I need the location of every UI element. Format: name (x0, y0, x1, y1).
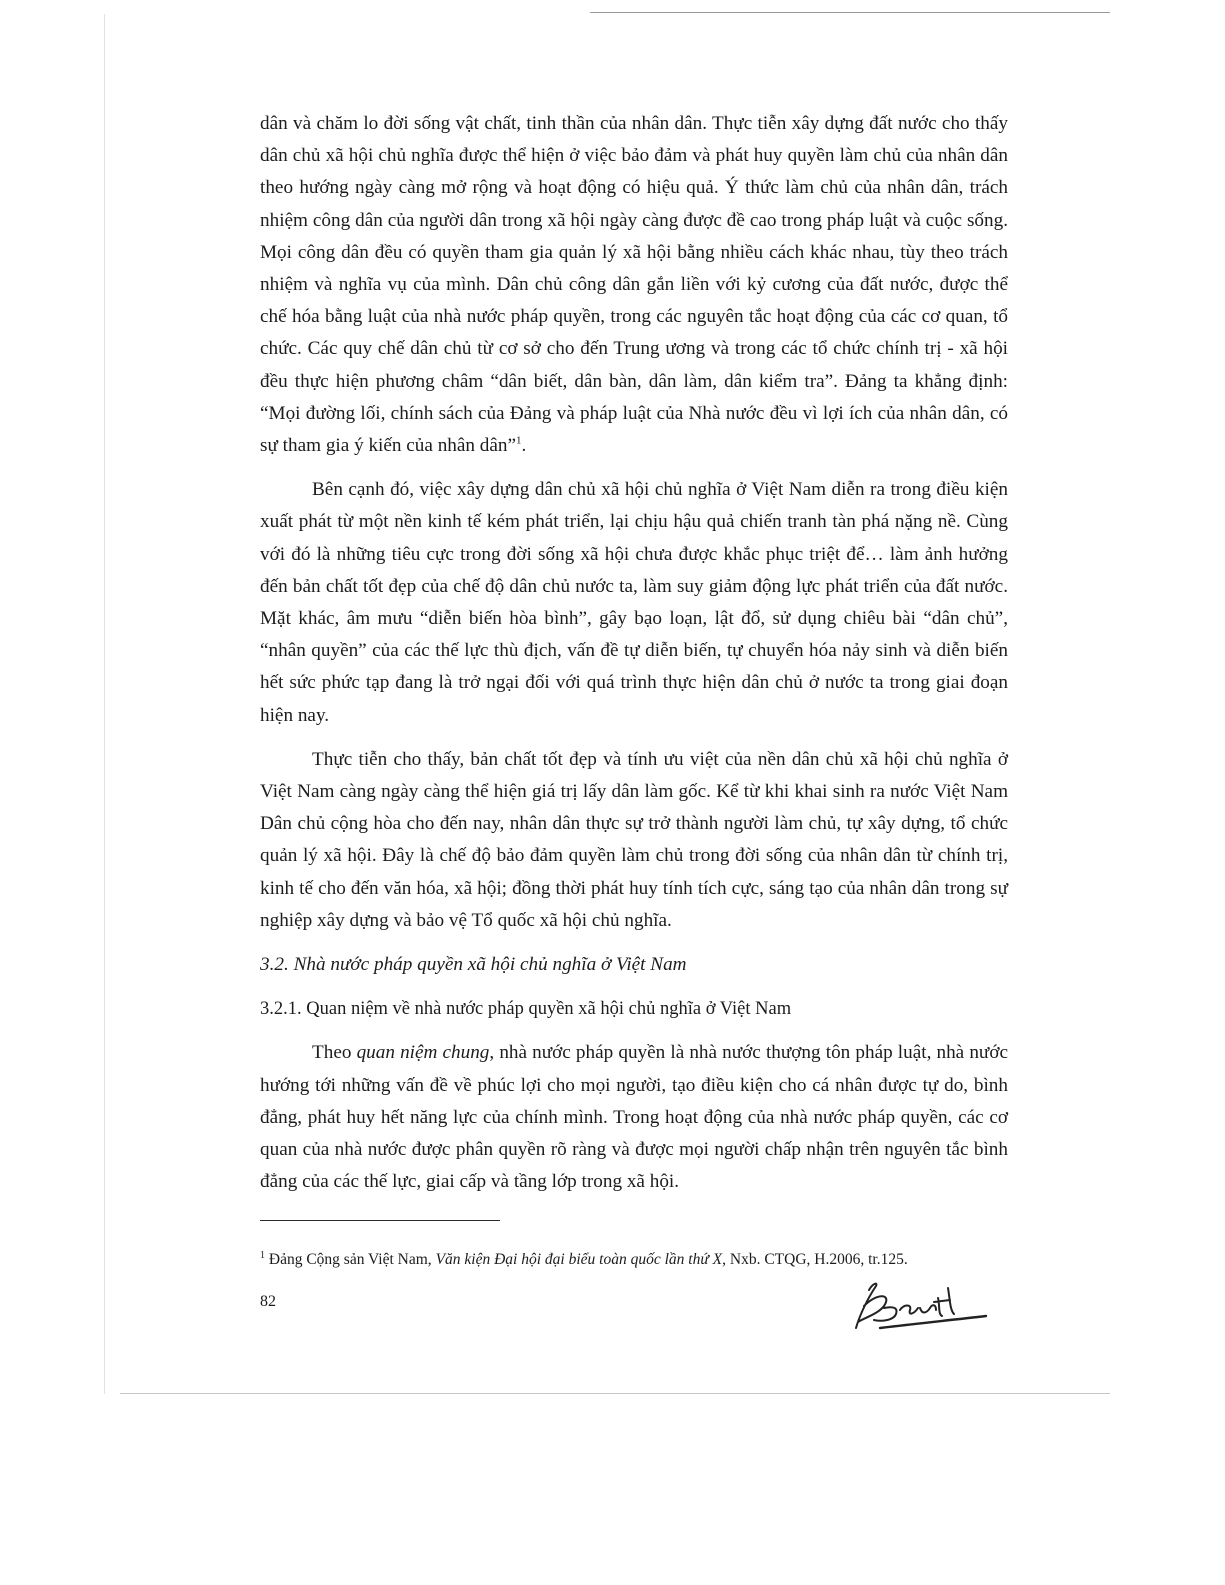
paragraph-1-end: . (521, 435, 527, 457)
paragraph-4 (260, 1037, 1008, 1198)
paragraph-4-emphasis: quan niệm chung (356, 1042, 490, 1064)
footnote-text-end: , Nxb. CTQG, H.2006, tr.125. (722, 1251, 908, 1268)
footnote (260, 1250, 1012, 1270)
paragraph-3: Thực tiễn cho thấy, bản chất tốt đẹp và tính ưu việt của nền dân chủ xã hội chủ nghĩa ở Việt Nam càng ngày càng thể hiện giá trị lấy dân làm gốc. Kể từ khi khai sinh ra nước Việt Nam Dân chủ cộng hòa cho đến nay, nhân dân thực sự trở thành người làm chủ, tự xây dựng, tổ chức quản lý xã hội. Đây là chế độ bảo đảm quyền làm chủ trong đời sống của nhân dân từ chính trị, kinh tế cho đến văn hóa, xã hội; đồng thời phát huy tính tích cực, sáng tạo của nhân dân trong sự nghiệp xây dựng và bảo vệ Tổ quốc xã hội chủ nghĩa. (260, 748, 1008, 931)
paragraph-4-rest: , nhà nước pháp quyền là nhà nước thượng tôn pháp luật, nhà nước hướng tới những vấn đề về phúc lợi cho mọi người, tạo điều kiện cho cá nhân được tự do, bình đẳng, phát huy hết năng lực của chính mình. Trong hoạt động của nhà nước pháp quyền, các cơ quan của nhà nước được phân quyền rõ ràng và được mọi người chấp nhận trên nguyên tắc bình đẳng của các thế lực, giai cấp và tầng lớp trong xã hội. (260, 1042, 1008, 1193)
footnote-text-start: Đảng Cộng sản Việt Nam, (265, 1251, 436, 1268)
paragraph-1-text: dân và chăm lo đời sống vật chất, tinh thần của nhân dân. Thực tiễn xây dựng đất nước cho thấy dân chủ xã hội chủ nghĩa được thể hiện ở việc bảo đảm và phát huy quyền làm chủ của nhân dân theo hướng ngày càng mở rộng và hoạt động có hiệu quả. Ý thức làm chủ của nhân dân, trách nhiệm công dân của người dân trong xã hội ngày càng được đề cao trong pháp luật và cuộc sống. Mọi công dân đều có quyền tham gia quản lý xã hội bằng nhiều cách khác nhau, tùy theo trách nhiệm và nghĩa vụ của mình. Dân chủ công dân gắn liền với kỷ cương của đất nước, được thể chế hóa bằng luật của nhà nước pháp quyền, trong các nguyên tắc hoạt động của các cơ quan, tổ chức. Các quy chế dân chủ từ cơ sở cho đến Trung ương và trong các tổ chức chính trị - xã hội đều thực hiện phương châm “dân biết, dân bàn, dân làm, dân kiểm tra”. Đảng ta khẳng định: “Mọi đường lối, chính sách của Đảng và pháp luật của Nhà nước đều vì lợi ích của nhân dân, có sự tham gia ý kiến của nhân dân” (260, 113, 1008, 457)
footnote-reference: 1 (516, 434, 522, 447)
page-number: 82 (260, 1293, 276, 1310)
footnote-title: Văn kiện Đại hội đại biểu toàn quốc lần thứ X (435, 1251, 723, 1268)
footnote-separator (260, 1220, 500, 1221)
paragraph-4-start: Theo (312, 1042, 357, 1064)
scan-edge-top (590, 12, 1110, 13)
section-heading: 3.2. Nhà nước pháp quyền xã hội chủ nghĩa ở Việt Nam (260, 954, 687, 976)
body-text (260, 108, 1008, 1211)
paragraph-2: Bên cạnh đó, việc xây dựng dân chủ xã hội chủ nghĩa ở Việt Nam diễn ra trong điều kiện xuất phát từ một nền kinh tế kém phát triển, lại chịu hậu quả chiến tranh tàn phá nặng nề. Cùng với đó là những tiêu cực trong đời sống xã hội chưa được khắc phục triệt để… làm ảnh hưởng đến bản chất tốt đẹp của chế độ dân chủ nước ta, làm suy giảm động lực phát triển của đất nước. Mặt khác, âm mưu “diễn biến hòa bình”, gây bạo loạn, lật đổ, sử dụng chiêu bài “dân chủ”, “nhân quyền” của các thế lực thù địch, vấn đề tự diễn biến, tự chuyển hóa nảy sinh và diễn biến hết sức phức tạp đang là trở ngại đối với quá trình thực hiện dân chủ ở nước ta trong giai đoạn hiện nay. (260, 479, 1008, 726)
scan-edge-left (104, 14, 105, 1394)
scan-edge-bottom (120, 1393, 1110, 1394)
footnote-mark: 1 (260, 1249, 265, 1261)
paragraph-1 (260, 108, 1008, 462)
subsection-heading: 3.2.1. Quan niệm về nhà nước pháp quyền xã hội chủ nghĩa ở Việt Nam (260, 999, 792, 1020)
handwritten-signature-icon (842, 1278, 992, 1336)
